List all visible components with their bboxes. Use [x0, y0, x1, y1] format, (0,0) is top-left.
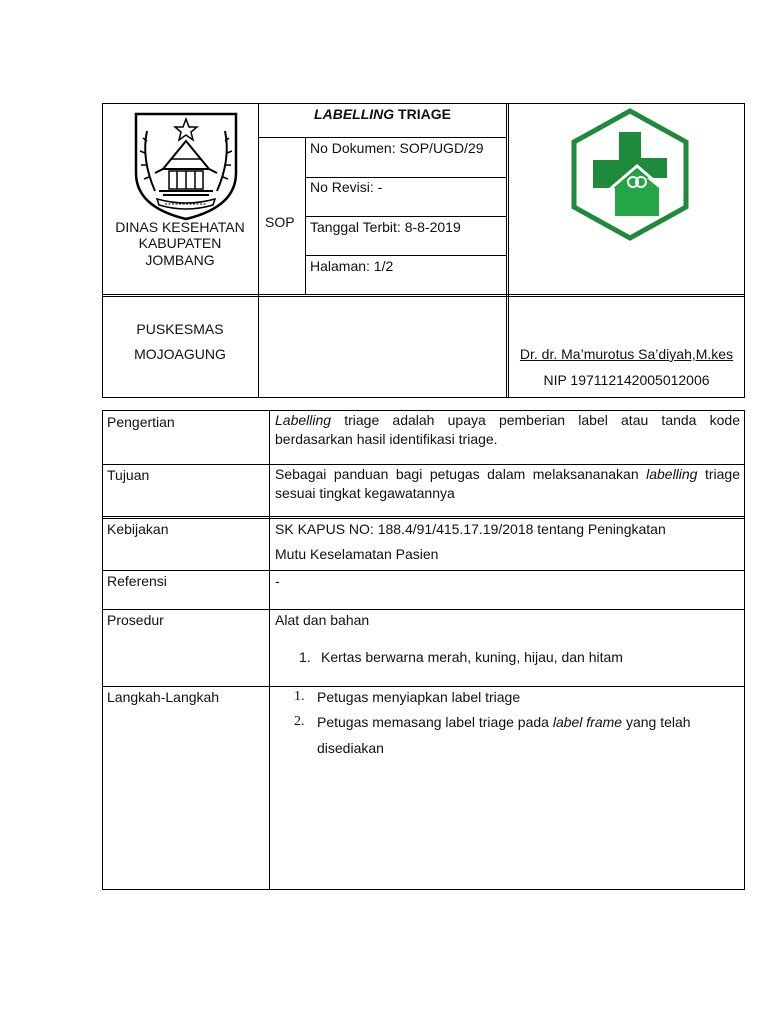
tujuan-italic: labelling [646, 466, 698, 482]
label-referensi: Referensi [107, 573, 167, 589]
label-pengertian: Pengertian [107, 414, 175, 430]
tujuan-before: Sebagai panduan bagi petugas dalam melaksananakan [275, 466, 647, 482]
label-prosedur: Prosedur [107, 612, 164, 628]
kabupaten-emblem [133, 111, 239, 221]
langkah-2-number: 2. [294, 714, 305, 729]
langkah-2-text [317, 714, 691, 730]
signatory-nip: NIP 197112142005012006 [543, 372, 710, 388]
pengertian-text [275, 411, 744, 449]
label-kebijakan: Kebijakan [107, 521, 169, 537]
doc-number: No Dokumen: SOP/UGD/29 [310, 140, 484, 156]
prosedur-item-number: 1. [299, 649, 311, 665]
label-tujuan: Tujuan [107, 467, 150, 483]
puskesmas-logo [569, 108, 691, 242]
document-title [259, 106, 506, 122]
referensi-value: - [275, 573, 280, 589]
kebijakan-line-2: Mutu Keselamatan Pasien [275, 546, 439, 562]
langkah-2-after: yang telah [622, 714, 691, 730]
langkah-2-before: Petugas memasang label triage pada [317, 714, 553, 730]
prosedur-heading: Alat dan bahan [275, 612, 370, 628]
pengertian-italic: Labelling [275, 412, 332, 428]
sop-label: SOP [265, 214, 295, 230]
agency-line-3: JOMBANG [145, 252, 215, 268]
prosedur-item-text: Kertas berwarna merah, kuning, hijau, dan hitam [321, 649, 623, 665]
langkah-1-number: 1. [294, 689, 305, 704]
title-italic: LABELLING [314, 106, 395, 122]
langkah-2-italic: label frame [552, 714, 623, 730]
tujuan-text [275, 465, 744, 503]
doc-page: Halaman: 1/2 [310, 258, 394, 274]
doc-issue-date: Tanggal Terbit: 8-8-2019 [310, 219, 461, 235]
title-rest: TRIAGE [394, 106, 451, 122]
langkah-1-text: Petugas menyiapkan label triage [317, 689, 521, 705]
agency-line-2: KABUPATEN [138, 235, 222, 251]
doc-revision: No Revisi: - [310, 179, 383, 195]
signatory-name: Dr. dr. Ma’murotus Sa’diyah,M.kes [519, 346, 734, 362]
agency-line-1: DINAS KESEHATAN [115, 219, 245, 235]
langkah-2-line-2: disediakan [317, 740, 384, 756]
pengertian-body: triage adalah upaya pemberian label atau tanda kode berdasarkan hasil identifikasi triage. [275, 412, 744, 447]
tujuan-after: triage sesuai tingkat kegawatannya [275, 466, 744, 501]
label-langkah: Langkah-Langkah [107, 689, 220, 705]
facility-line-2: MOJOAGUNG [134, 346, 226, 362]
kebijakan-line-1: SK KAPUS NO: 188.4/91/415.17.19/2018 tentang Peningkatan [275, 521, 666, 537]
facility-line-1: PUSKESMAS [136, 321, 224, 337]
